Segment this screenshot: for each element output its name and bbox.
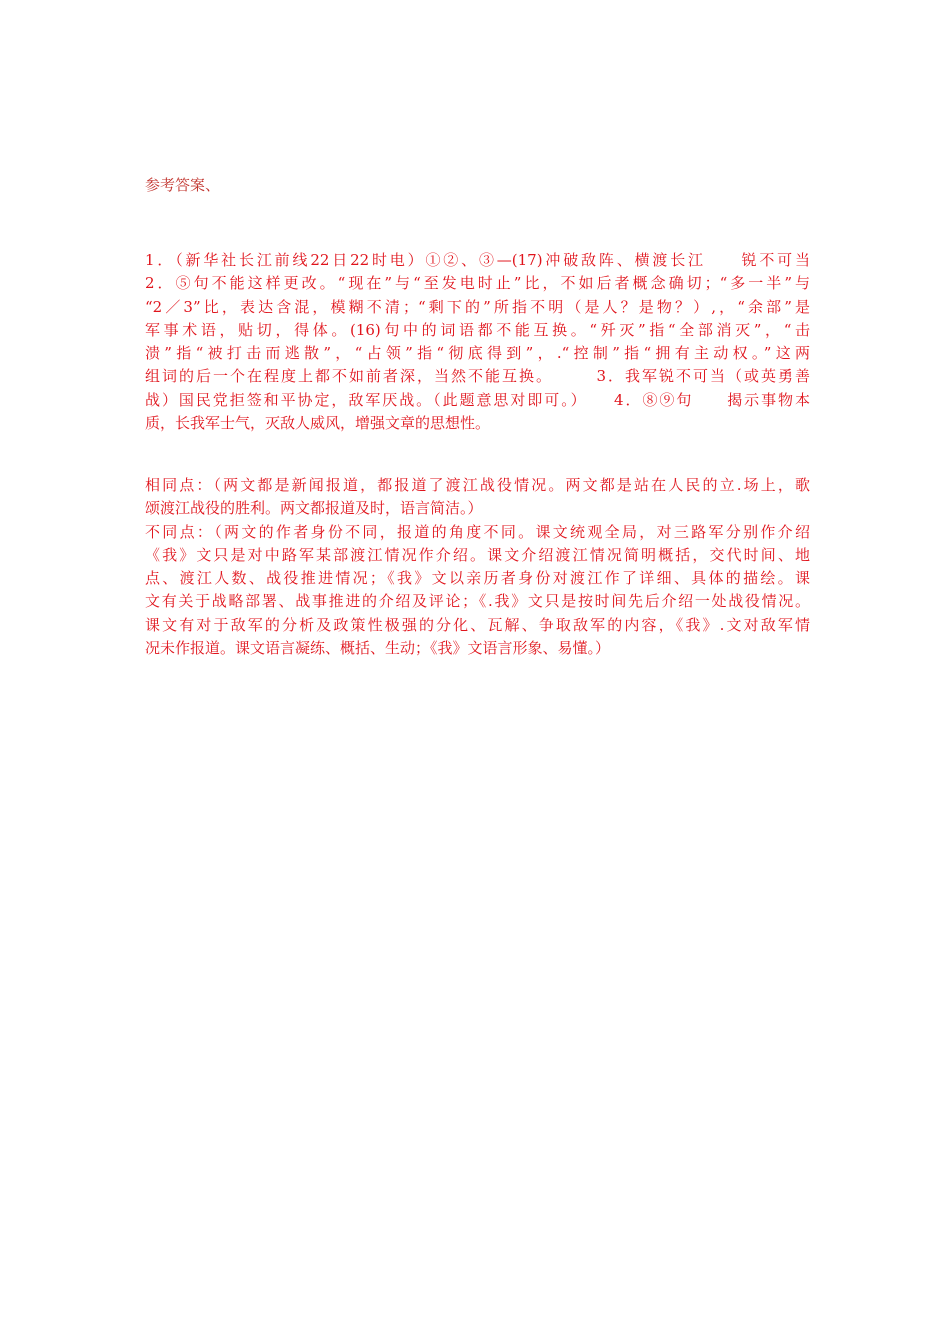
comparison-section (145, 474, 810, 660)
comparison-line-2: 颂渡江战役的胜利。两文都报道及时，语言简洁。） (145, 499, 483, 518)
answers-section (145, 249, 810, 435)
answer-line-1: 1．（新华社长江前线22日22时电）①②、③—(17)冲破敌阵、横渡长江 锐不可当 (145, 251, 810, 269)
answer-line-2: 2．⑤句不能这样更改。“现在”与“至发电时止”比，不如后者概念确切；“多一半”与 (145, 274, 810, 293)
comparison-line-8: 况未作报道。课文语言凝练、概括、生动；《我》文语言形象、易懂。） (145, 639, 611, 658)
answer-line-3: “2／3”比，表达含混，模糊不清；“剩下的”所指不明（是人？是物？）,，“余部”是 (145, 297, 810, 316)
answer-line-6: 组词的后一个在程度上都不如前者深，当然不能互换。 3．我军锐不可当（或英勇善 (145, 367, 810, 386)
comparison-line-7: 课文有对于敌军的分析及政策性极强的分化、瓦解、争取敌军的内容，《我》.文对敌军情 (145, 615, 810, 634)
comparison-line-5: 点、渡江人数、战役推进情况；《我》文以亲历者身份对渡江作了详细、具体的描绘。课 (145, 569, 810, 588)
comparison-line-1: 相同点：（两文都是新闻报道，都报道了渡江战役情况。两文都是站在人民的立.场上，歌 (145, 476, 810, 494)
answer-line-8: 质，长我军士气，灭敌人威风，增强文章的思想性。 (145, 414, 491, 433)
answer-heading: 参考答案、 (145, 176, 221, 194)
comparison-line-3: 不同点：（两文的作者身份不同，报道的角度不同。课文统观全局，对三路军分别作介绍 (145, 522, 810, 541)
comparison-line-4: 《我》文只是对中路军某部渡江情况作介绍。课文介绍渡江情况简明概括，交代时间、地 (145, 545, 810, 564)
answer-line-5: 溃”指“被打击而逃散”，“占领”指“彻底得到”，.“控制”指“拥有主动权。”这两 (145, 344, 810, 363)
comparison-line-6: 文有关于战略部署、战事推进的介绍及评论；《.我》文只是按时间先后介绍一处战役情况。 (145, 592, 810, 611)
answer-line-4: 军事术语，贴切，得体。(16)句中的词语都不能互换。“歼灭”指“全部消灭”，“击 (145, 320, 810, 339)
answer-line-7: 战）国民党拒签和平协定，敌军厌战。（此题意思对即可。） 4．⑧⑨句 揭示事物本 (145, 390, 810, 409)
